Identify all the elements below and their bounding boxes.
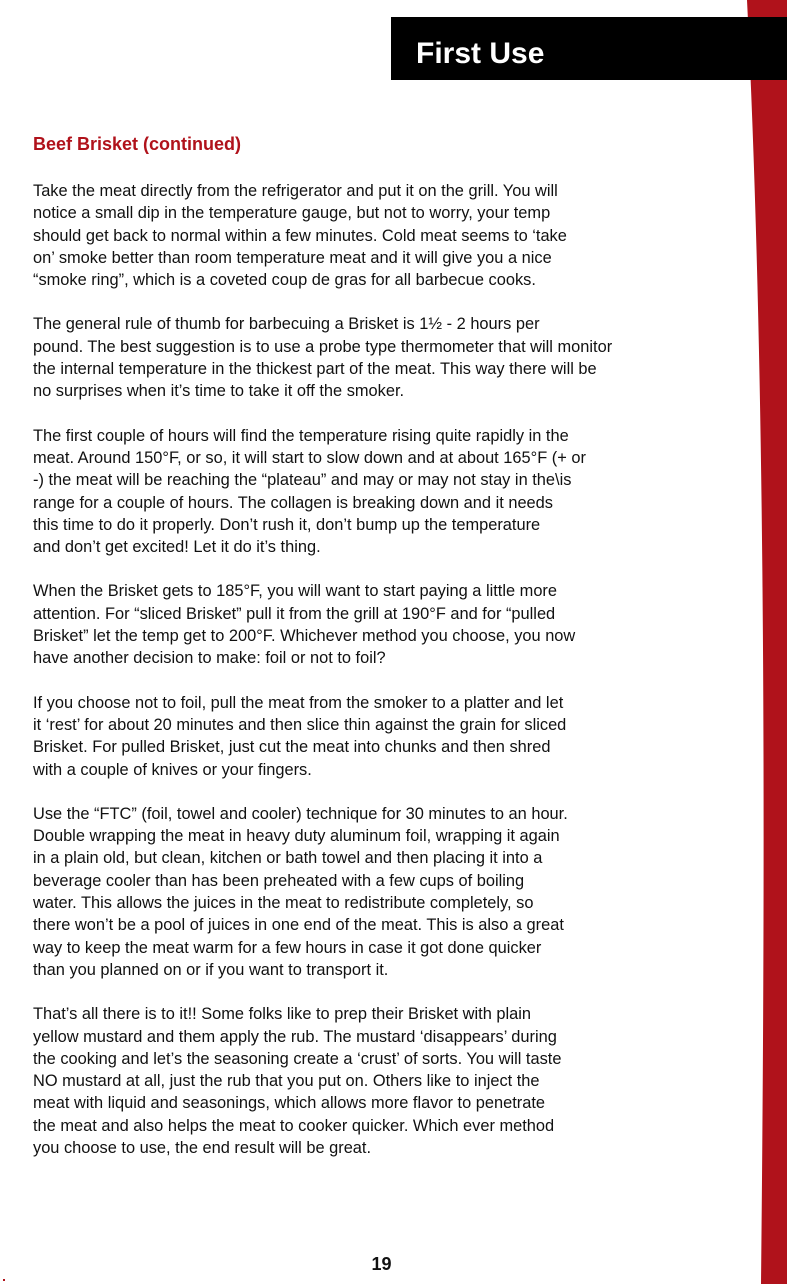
- paragraph-line: If you choose not to foil, pull the meat from the smoker to a platter and let: [33, 693, 564, 712]
- paragraph-line: “smoke ring”, which is a coveted coup de gras for all barbecue cooks.: [33, 271, 536, 290]
- paragraph-line: Brisket” let the temp get to 200°F. Whichever method you choose, you now: [33, 627, 576, 646]
- paragraph-line: -) the meat will be reaching the “plateau” and may or may not stay in the\is: [33, 471, 572, 490]
- paragraph-line: way to keep the meat warm for a few hours in case it got done quicker: [33, 938, 542, 957]
- paragraph-line: beverage cooler than has been preheated with a few cups of boiling: [33, 871, 525, 890]
- paragraph-line: yellow mustard and them apply the rub. The mustard ‘disappears’ during: [33, 1027, 557, 1046]
- paragraph-line: have another decision to make: foil or not to foil?: [33, 649, 386, 668]
- paragraph-line: notice a small dip in the temperature gauge, but not to worry, your temp: [33, 204, 551, 223]
- paragraph-line: there won’t be a pool of juices in one end of the meat. This is also a great: [33, 916, 564, 935]
- paragraph-line: When the Brisket gets to 185°F, you will want to start paying a little more: [33, 582, 558, 601]
- corner-mark: [3, 1279, 5, 1281]
- paragraph-line: meat with liquid and seasonings, which allows more flavor to penetrate: [33, 1094, 546, 1113]
- paragraph: [33, 692, 748, 781]
- paragraph-line: and don’t get excited! Let it do it’s thing.: [33, 538, 321, 557]
- paragraph-line: The general rule of thumb for barbecuing a Brisket is 1½ - 2 hours per: [33, 315, 540, 334]
- paragraph-line: the internal temperature in the thickest part of the meat. This way there will be: [33, 360, 597, 379]
- body-text: [33, 180, 748, 1181]
- paragraph-line: on’ smoke better than room temperature meat and it will give you a nice: [33, 248, 552, 267]
- paragraph-line: with a couple of knives or your fingers.: [33, 760, 312, 779]
- paragraph-line: in a plain old, but clean, kitchen or bath towel and then placing it into a: [33, 849, 543, 868]
- paragraph-line: attention. For “sliced Brisket” pull it from the grill at 190°F and for “pulled: [33, 604, 556, 623]
- paragraph: [33, 313, 748, 402]
- paragraph-line: the cooking and let’s the seasoning create a ‘crust’ of sorts. You will taste: [33, 1049, 562, 1068]
- paragraph-line: should get back to normal within a few minutes. Cold meat seems to ‘take: [33, 226, 567, 245]
- paragraph: [33, 1003, 748, 1159]
- paragraph-line: it ‘rest’ for about 20 minutes and then slice thin against the grain for sliced: [33, 715, 567, 734]
- paragraph-line: you choose to use, the end result will be great.: [33, 1138, 372, 1157]
- paragraph-line: no surprises when it’s time to take it off the smoker.: [33, 382, 405, 401]
- paragraph-line: range for a couple of hours. The collagen is breaking down and it needs: [33, 493, 553, 512]
- paragraph-line: The first couple of hours will find the temperature rising quite rapidly in the: [33, 426, 569, 445]
- paragraph-line: water. This allows the juices in the meat to redistribute completely, so: [33, 894, 534, 913]
- paragraph: [33, 425, 748, 559]
- paragraph-line: NO mustard at all, just the rub that you put on. Others like to inject the: [33, 1072, 540, 1091]
- paragraph-line: Double wrapping the meat in heavy duty aluminum foil, wrapping it again: [33, 827, 560, 846]
- section-heading: Beef Brisket (continued): [33, 134, 242, 154]
- page-title: First Use: [416, 37, 545, 70]
- paragraph: [33, 580, 748, 669]
- page-number: 19: [371, 1254, 392, 1274]
- paragraph-line: Brisket. For pulled Brisket, just cut the meat into chunks and then shred: [33, 738, 551, 757]
- paragraph-line: this time to do it properly. Don’t rush it, don’t bump up the temperature: [33, 515, 541, 534]
- paragraph-line: Take the meat directly from the refrigerator and put it on the grill. You will: [33, 182, 558, 200]
- paragraph-line: That’s all there is to it!! Some folks like to prep their Brisket with plain: [33, 1005, 532, 1024]
- paragraph-line: Use the “FTC” (foil, towel and cooler) technique for 30 minutes to an hour.: [33, 804, 568, 823]
- paragraph-line: than you planned on or if you want to transport it.: [33, 960, 389, 979]
- paragraph: [33, 180, 748, 291]
- paragraph: [33, 803, 748, 981]
- paragraph-line: pound. The best suggestion is to use a probe type thermometer that will monitor: [33, 337, 613, 356]
- paragraph-line: meat. Around 150°F, or so, it will start to slow down and at about 165°F (+ or: [33, 448, 586, 467]
- paragraph-line: the meat and also helps the meat to cooker quicker. Which ever method: [33, 1116, 555, 1135]
